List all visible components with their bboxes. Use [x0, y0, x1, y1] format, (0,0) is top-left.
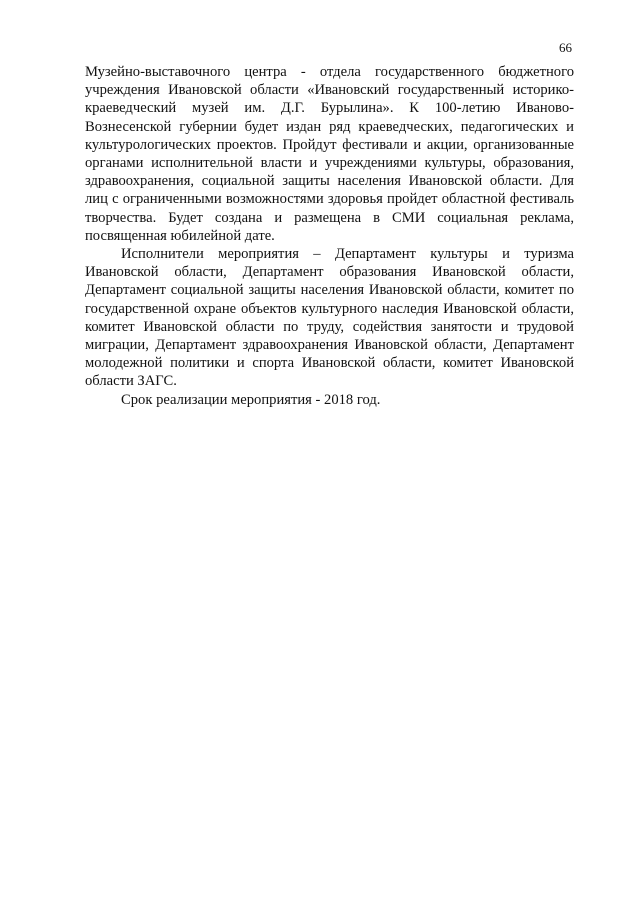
- paragraph-deadline: Срок реализации мероприятия - 2018 год.: [121, 391, 381, 408]
- paragraph-continuation: Музейно-выставочного центра - отдела государственного бюджетного учреждения Ивановской области «Ивановский государственный историко-краеведческий музей им. Д.Г. Бурылина». К 100-летию Иваново-Вознесенской губернии будет издан ряд краеведческих, педагогических и культурологических проектов. Пройдут фестивали и акции, организованные органами исполнительной власти и учреждениями культуры, образования, здравоохранения, социальной защиты населения Ивановской области. Для лиц с ограниченными возможностями здоровья пройдет областной фестиваль творчества. Будет создана и размещена в СМИ социальная реклама, посвященная юбилейной дате.: [85, 64, 574, 244]
- paragraph-executors: Исполнители мероприятия – Департамент культуры и туризма Ивановской области, Департамент образования Ивановской области, Департамент социальной защиты населения Ивановской области, комитет по государственной охране объектов культурного наследия Ивановской области, комитет Ивановской области по труду, содействия занятости и трудовой миграции, Департамент здравоохранения Ивановской области, Департамент молодежной политики и спорта Ивановской области, комитет Ивановской области ЗАГС.: [85, 246, 574, 390]
- document-body: [85, 63, 574, 409]
- page-number: 66: [559, 40, 572, 55]
